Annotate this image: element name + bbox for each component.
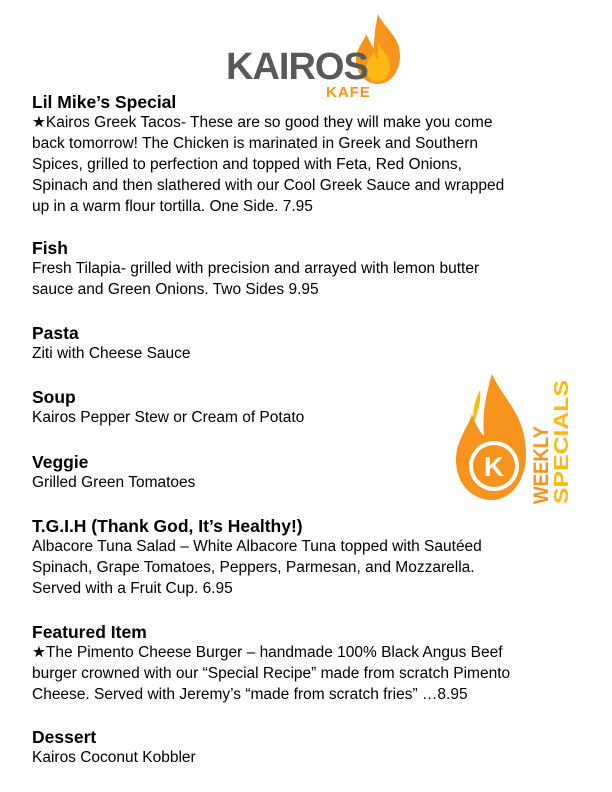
section-line: Spinach, Grape Tomatoes, Peppers, Parmesan, and Mozzarella. xyxy=(32,559,475,576)
section-line: sauce and Green Onions. Two Sides 9.95 xyxy=(32,281,319,298)
section-tgih xyxy=(32,516,592,599)
badge-line1: WEEKLY xyxy=(530,416,553,504)
section-title: Dessert xyxy=(32,727,97,747)
weekly-specials-badge xyxy=(452,370,582,510)
section-line: Grilled Green Tomatoes xyxy=(32,474,196,491)
section-line: Cheese. Served with Jeremy’s “made from scratch fries” …8.95 xyxy=(32,686,468,703)
section-fish xyxy=(32,238,592,300)
section-line: ★The Pimento Cheese Burger – handmade 100% Black Angus Beef xyxy=(32,644,503,661)
section-line: Served with a Fruit Cup. 6.95 xyxy=(32,580,233,597)
flame-icon xyxy=(452,370,532,505)
section-line: Kairos Coconut Kobbler xyxy=(32,749,196,766)
section-title: Fish xyxy=(32,238,68,258)
badge-letter: K xyxy=(483,451,505,482)
section-line: Spinach and then slathered with our Cool Greek Sauce and wrapped xyxy=(32,177,505,194)
section-line: ★Kairos Greek Tacos- These are so good they will make you come xyxy=(32,114,493,131)
section-title: T.G.I.H (Thank God, It’s Healthy!) xyxy=(32,516,303,536)
section-line: back tomorrow! The Chicken is marinated in Greek and Southern xyxy=(32,135,478,152)
logo-subtitle: KAFE xyxy=(326,84,371,101)
section-title: Veggie xyxy=(32,452,89,472)
logo-wordmark: KAIROS xyxy=(226,46,368,88)
section-title: Soup xyxy=(32,387,76,407)
badge-line2: SPECIALS xyxy=(551,403,573,504)
section-featured-item xyxy=(32,622,592,705)
section-line: Ziti with Cheese Sauce xyxy=(32,345,191,362)
section-line: Fresh Tilapia- grilled with precision and arrayed with lemon butter xyxy=(32,260,480,277)
section-pasta xyxy=(32,323,592,364)
section-dessert xyxy=(32,727,592,768)
section-lil-mikes-special xyxy=(32,92,592,217)
section-line: up in a warm flour tortilla. One Side. 7.95 xyxy=(32,198,313,215)
section-line: Spices, grilled to perfection and topped with Feta, Red Onions, xyxy=(32,156,462,173)
section-title: Pasta xyxy=(32,323,79,343)
section-line: Kairos Pepper Stew or Cream of Potato xyxy=(32,409,305,426)
kairos-logo xyxy=(222,12,412,102)
section-line: burger crowned with our “Special Recipe” made from scratch Pimento xyxy=(32,665,511,682)
section-line: Albacore Tuna Salad – White Albacore Tuna topped with Sautéed xyxy=(32,538,482,555)
section-title: Featured Item xyxy=(32,622,147,642)
weekly-specials-text xyxy=(526,374,586,504)
section-title: Lil Mike’s Special xyxy=(32,92,177,112)
